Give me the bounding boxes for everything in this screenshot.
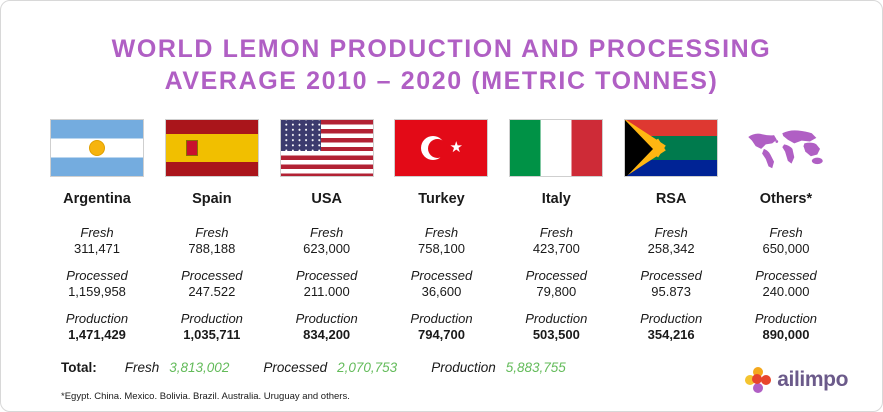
stat-fresh [619, 225, 723, 256]
stat-label: Fresh [539, 225, 573, 240]
stat-processed [389, 268, 493, 299]
stat-processed [160, 268, 264, 299]
stat-processed [734, 268, 838, 299]
country-name: Spain [192, 191, 232, 207]
stat-label: Fresh [424, 225, 459, 240]
flag-turkey-icon [394, 119, 488, 177]
title-line-1: WORLD LEMON PRODUCTION AND PROCESSING [111, 35, 772, 63]
flag-argentina-icon [50, 119, 144, 177]
stat-fresh [734, 225, 838, 256]
stat-label: Production [640, 311, 703, 326]
stat-value: 354,216 [647, 327, 695, 342]
country-name: Turkey [418, 191, 465, 207]
logo-dot-purple [753, 383, 763, 393]
data-column-usa [275, 213, 379, 342]
za-black-triangle [625, 120, 653, 177]
footnote: *Egypt. China. Mexico. Bolivia. Brazil. Australia. Uruguay and others. [61, 391, 350, 402]
logo-text: ailimpo [777, 368, 848, 391]
stat-processed [619, 268, 723, 299]
stat-value: 423,700 [532, 241, 580, 256]
total-processed-value: 2,070,753 [337, 360, 398, 375]
stat-label: Production [180, 311, 243, 326]
flags-row [27, 119, 856, 207]
country-name: Argentina [63, 191, 131, 207]
stat-value: 95.873 [651, 284, 692, 299]
stat-value: 311,471 [73, 241, 121, 256]
stat-label: Processed [640, 268, 702, 283]
country-column-argentina [45, 119, 149, 207]
page-title [27, 33, 856, 97]
stat-fresh [160, 225, 264, 256]
stat-production [275, 311, 379, 342]
country-name: Others* [759, 191, 813, 207]
country-column-spain [160, 119, 264, 207]
stat-value: 890,000 [762, 327, 810, 342]
stat-production [389, 311, 493, 342]
logo [745, 367, 848, 393]
stat-label: Processed [755, 268, 817, 283]
crest-icon [186, 140, 198, 156]
stat-production [504, 311, 608, 342]
total-label: Total: [61, 360, 97, 375]
country-column-turkey [389, 119, 493, 207]
stat-label: Production [525, 311, 588, 326]
world-map-icon [739, 119, 833, 177]
country-column-usa [275, 119, 379, 207]
data-column-rsa [619, 213, 723, 342]
stat-production [619, 311, 723, 342]
stat-value: 758,100 [417, 241, 465, 256]
stat-label: Production [295, 311, 358, 326]
stat-value: 240.000 [762, 284, 810, 299]
stat-label: Fresh [310, 225, 344, 240]
stat-processed [275, 268, 379, 299]
country-column-rsa [619, 119, 723, 207]
data-column-turkey [389, 213, 493, 342]
stat-label: Production [65, 311, 129, 326]
stat-value: 79,800 [536, 284, 577, 299]
stat-value: 1,159,958 [68, 284, 126, 299]
country-name: USA [311, 191, 342, 207]
stat-fresh [389, 225, 493, 256]
stat-processed [504, 268, 608, 299]
stars-icon [281, 120, 321, 151]
stat-value: 36,600 [421, 284, 462, 299]
stat-label: Processed [181, 268, 243, 283]
stat-fresh [504, 225, 608, 256]
total-fresh-label: Fresh [124, 360, 160, 375]
logo-mark-icon [745, 367, 771, 393]
stat-value: 1,471,429 [68, 327, 126, 342]
stat-processed [45, 268, 149, 299]
stat-label: Production [754, 311, 818, 326]
country-column-italy [504, 119, 608, 207]
total-production-label: Production [431, 360, 496, 375]
stat-label: Fresh [769, 225, 803, 240]
data-column-spain [160, 213, 264, 342]
stat-value: 794,700 [417, 327, 465, 342]
data-column-others [734, 213, 838, 342]
stat-label: Processed [525, 268, 588, 283]
title-line-2: AVERAGE 2010 – 2020 (METRIC TONNES) [164, 67, 719, 95]
flag-usa-icon [280, 119, 374, 177]
stat-label: Processed [66, 268, 128, 283]
stat-fresh [275, 225, 379, 256]
country-name: RSA [655, 191, 687, 207]
flag-spain-icon [165, 119, 259, 177]
country-column-others [734, 119, 838, 207]
logo-dot-red [761, 375, 771, 385]
sun-icon [89, 140, 105, 156]
stat-value: 1,035,711 [183, 327, 241, 342]
stat-value: 211.000 [303, 284, 350, 299]
stat-production [160, 311, 264, 342]
crescent-cut-icon [428, 139, 447, 158]
stat-fresh [45, 225, 149, 256]
flag-italy-icon [509, 119, 603, 177]
total-fresh-value: 3,813,002 [169, 360, 230, 375]
stat-value: 650,000 [762, 241, 810, 256]
flag-south-africa-icon [624, 119, 718, 177]
data-column-argentina [45, 213, 149, 342]
data-column-italy [504, 213, 608, 342]
stat-label: Production [410, 311, 473, 326]
stat-label: Processed [295, 268, 358, 283]
data-rows [27, 213, 856, 342]
stat-value: 788,188 [188, 241, 236, 256]
stat-value: 834,200 [303, 327, 351, 342]
totals-row [27, 360, 856, 375]
stat-value: 258,342 [647, 241, 695, 256]
total-production-value: 5,883,755 [505, 360, 566, 375]
stat-label: Processed [410, 268, 473, 283]
stat-value: 247.522 [188, 284, 236, 299]
stat-value: 623,000 [303, 241, 351, 256]
stat-label: Fresh [195, 225, 229, 240]
star-icon: ★ [449, 139, 463, 156]
stat-production [45, 311, 149, 342]
total-processed-label: Processed [263, 360, 328, 375]
stat-production [734, 311, 838, 342]
stat-label: Fresh [80, 225, 114, 240]
stat-value: 503,500 [532, 327, 580, 342]
stat-label: Fresh [654, 225, 688, 240]
country-name: Italy [541, 191, 571, 207]
